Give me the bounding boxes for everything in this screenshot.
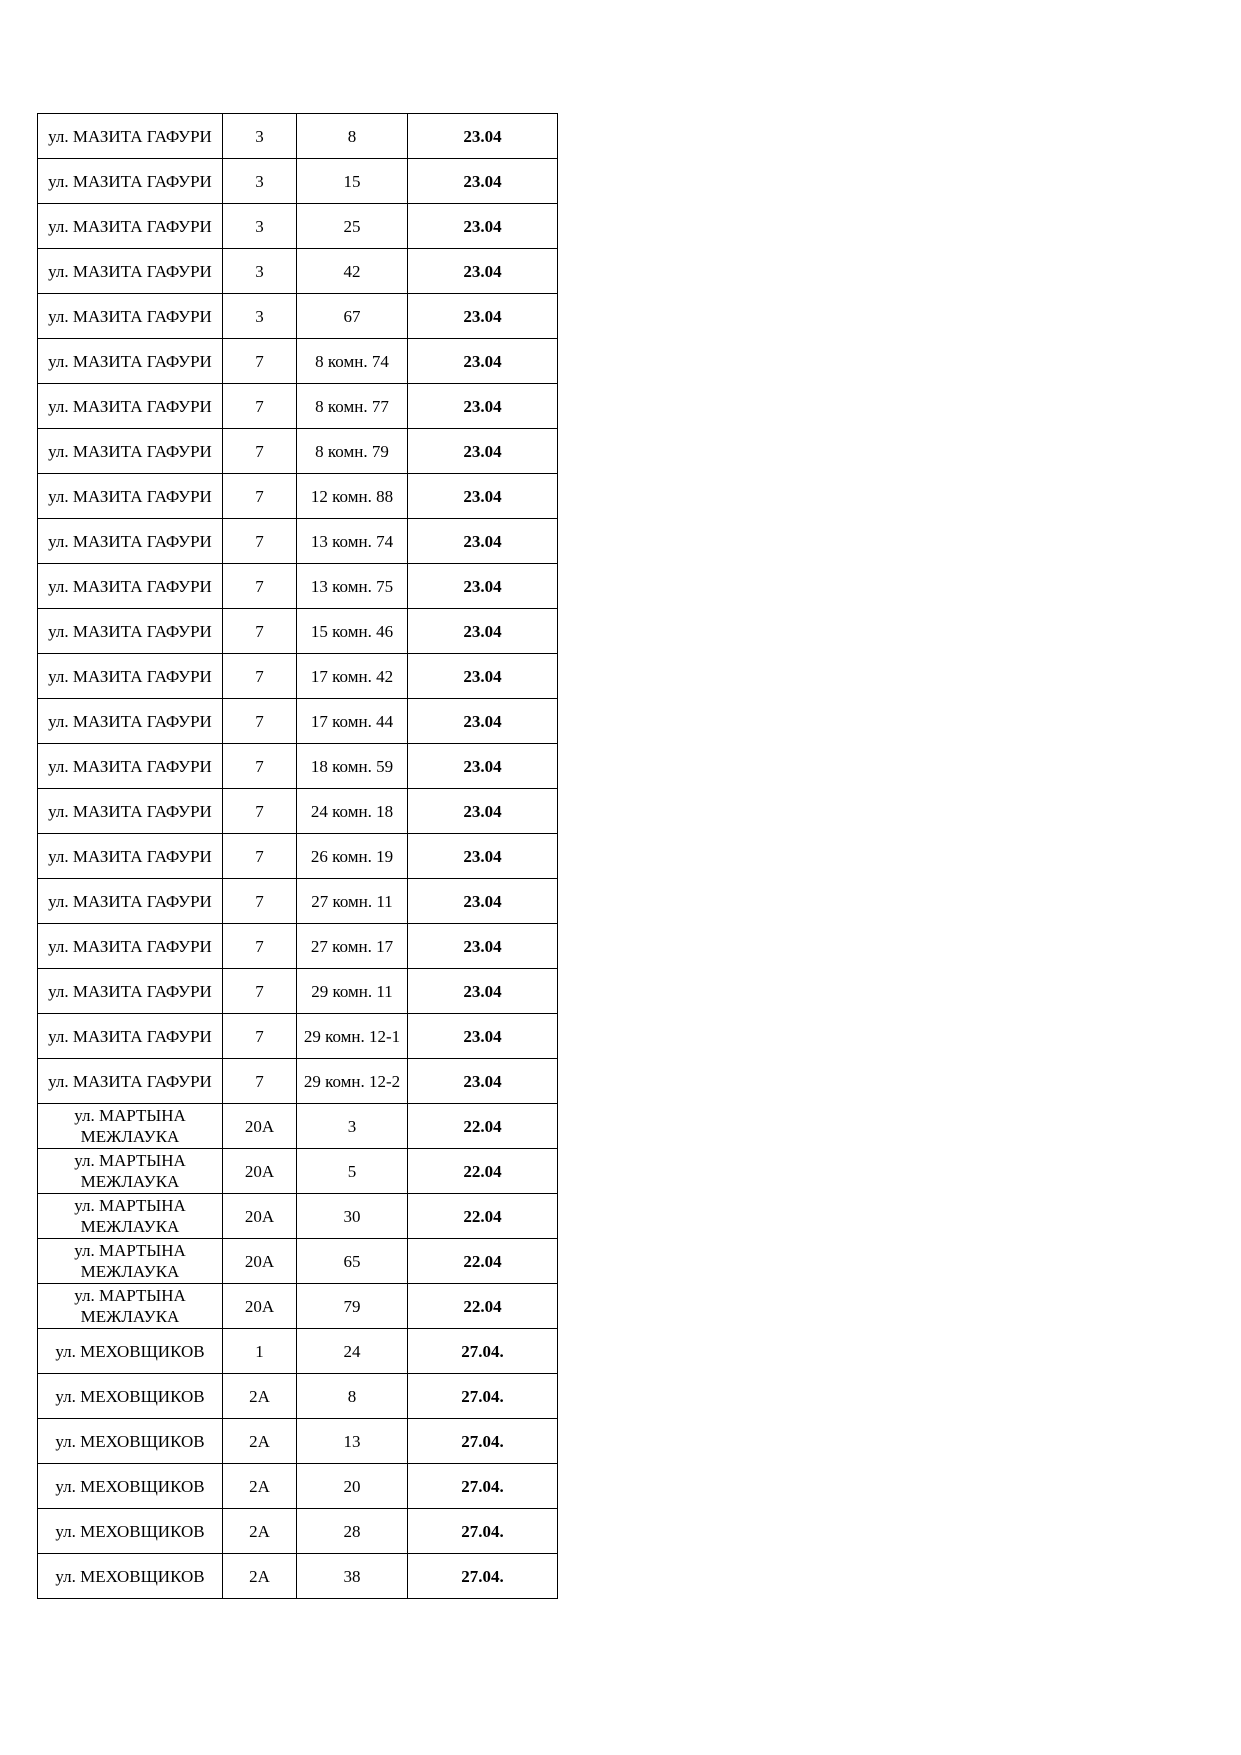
table-row — [38, 969, 558, 1014]
table-row — [38, 1104, 558, 1149]
house-number-cell: 7 — [223, 474, 297, 519]
street-cell: ул. МАРТЫНА МЕЖЛАУКА — [38, 1284, 223, 1329]
street-cell: ул. МЕХОВЩИКОВ — [38, 1464, 223, 1509]
house-number-cell: 20А — [223, 1239, 297, 1284]
table-row — [38, 564, 558, 609]
table-row — [38, 1194, 558, 1239]
apartment-cell: 12 комн. 88 — [297, 474, 408, 519]
street-cell: ул. МАЗИТА ГАФУРИ — [38, 609, 223, 654]
street-cell: ул. МАЗИТА ГАФУРИ — [38, 654, 223, 699]
date-cell: 23.04 — [408, 339, 558, 384]
apartment-cell: 8 комн. 77 — [297, 384, 408, 429]
date-cell: 23.04 — [408, 429, 558, 474]
street-cell: ул. МЕХОВЩИКОВ — [38, 1509, 223, 1554]
date-cell: 23.04 — [408, 519, 558, 564]
house-number-cell: 7 — [223, 429, 297, 474]
street-cell: ул. МАЗИТА ГАФУРИ — [38, 744, 223, 789]
apartment-cell: 8 — [297, 114, 408, 159]
apartment-cell: 13 — [297, 1419, 408, 1464]
house-number-cell: 20А — [223, 1194, 297, 1239]
street-cell: ул. МАЗИТА ГАФУРИ — [38, 204, 223, 249]
date-cell: 23.04 — [408, 924, 558, 969]
house-number-cell: 7 — [223, 789, 297, 834]
apartment-cell: 17 комн. 42 — [297, 654, 408, 699]
apartment-cell: 25 — [297, 204, 408, 249]
date-cell: 23.04 — [408, 384, 558, 429]
house-number-cell: 7 — [223, 924, 297, 969]
house-number-cell: 7 — [223, 609, 297, 654]
apartment-cell: 27 комн. 11 — [297, 879, 408, 924]
apartment-cell: 8 комн. 79 — [297, 429, 408, 474]
street-cell: ул. МАЗИТА ГАФУРИ — [38, 1014, 223, 1059]
apartment-cell: 13 комн. 74 — [297, 519, 408, 564]
house-number-cell: 7 — [223, 699, 297, 744]
date-cell: 27.04. — [408, 1554, 558, 1599]
house-number-cell: 2А — [223, 1374, 297, 1419]
date-cell: 22.04 — [408, 1149, 558, 1194]
street-cell: ул. МАЗИТА ГАФУРИ — [38, 384, 223, 429]
table-row — [38, 834, 558, 879]
street-cell: ул. МЕХОВЩИКОВ — [38, 1554, 223, 1599]
house-number-cell: 7 — [223, 1014, 297, 1059]
table-row — [38, 1329, 558, 1374]
apartment-cell: 24 — [297, 1329, 408, 1374]
table-row — [38, 879, 558, 924]
house-number-cell: 7 — [223, 519, 297, 564]
date-cell: 23.04 — [408, 564, 558, 609]
street-cell: ул. МАЗИТА ГАФУРИ — [38, 1059, 223, 1104]
street-cell: ул. МАРТЫНА МЕЖЛАУКА — [38, 1194, 223, 1239]
date-cell: 22.04 — [408, 1239, 558, 1284]
date-cell: 27.04. — [408, 1464, 558, 1509]
house-number-cell: 7 — [223, 879, 297, 924]
street-cell: ул. МАРТЫНА МЕЖЛАУКА — [38, 1149, 223, 1194]
date-cell: 23.04 — [408, 1014, 558, 1059]
street-cell: ул. МАЗИТА ГАФУРИ — [38, 114, 223, 159]
apartment-cell: 65 — [297, 1239, 408, 1284]
house-number-cell: 3 — [223, 294, 297, 339]
table-row — [38, 204, 558, 249]
date-cell: 23.04 — [408, 789, 558, 834]
street-cell: ул. МАЗИТА ГАФУРИ — [38, 834, 223, 879]
house-number-cell: 7 — [223, 564, 297, 609]
table-row — [38, 609, 558, 654]
street-cell: ул. МАЗИТА ГАФУРИ — [38, 519, 223, 564]
street-cell: ул. МАЗИТА ГАФУРИ — [38, 969, 223, 1014]
house-number-cell: 3 — [223, 249, 297, 294]
schedule-table-body — [38, 114, 558, 1599]
table-row — [38, 1239, 558, 1284]
apartment-cell: 38 — [297, 1554, 408, 1599]
table-row — [38, 789, 558, 834]
house-number-cell: 7 — [223, 1059, 297, 1104]
apartment-cell: 30 — [297, 1194, 408, 1239]
date-cell: 22.04 — [408, 1284, 558, 1329]
house-number-cell: 3 — [223, 114, 297, 159]
table-row — [38, 1149, 558, 1194]
house-number-cell: 7 — [223, 969, 297, 1014]
table-row — [38, 429, 558, 474]
date-cell: 23.04 — [408, 654, 558, 699]
street-cell: ул. МАЗИТА ГАФУРИ — [38, 879, 223, 924]
schedule-table — [37, 113, 558, 1599]
street-cell: ул. МАЗИТА ГАФУРИ — [38, 294, 223, 339]
apartment-cell: 28 — [297, 1509, 408, 1554]
apartment-cell: 24 комн. 18 — [297, 789, 408, 834]
apartment-cell: 29 комн. 11 — [297, 969, 408, 1014]
apartment-cell: 15 комн. 46 — [297, 609, 408, 654]
table-row — [38, 1374, 558, 1419]
table-row — [38, 1509, 558, 1554]
table-row — [38, 654, 558, 699]
house-number-cell: 7 — [223, 834, 297, 879]
table-row — [38, 699, 558, 744]
apartment-cell: 18 комн. 59 — [297, 744, 408, 789]
date-cell: 23.04 — [408, 744, 558, 789]
apartment-cell: 8 комн. 74 — [297, 339, 408, 384]
date-cell: 23.04 — [408, 204, 558, 249]
table-row — [38, 159, 558, 204]
apartment-cell: 13 комн. 75 — [297, 564, 408, 609]
street-cell: ул. МЕХОВЩИКОВ — [38, 1419, 223, 1464]
street-cell: ул. МАЗИТА ГАФУРИ — [38, 249, 223, 294]
table-row — [38, 339, 558, 384]
street-cell: ул. МАЗИТА ГАФУРИ — [38, 159, 223, 204]
table-row — [38, 1014, 558, 1059]
street-cell: ул. МАЗИТА ГАФУРИ — [38, 564, 223, 609]
apartment-cell: 29 комн. 12-2 — [297, 1059, 408, 1104]
apartment-cell: 27 комн. 17 — [297, 924, 408, 969]
apartment-cell: 26 комн. 19 — [297, 834, 408, 879]
apartment-cell: 20 — [297, 1464, 408, 1509]
date-cell: 23.04 — [408, 609, 558, 654]
apartment-cell: 67 — [297, 294, 408, 339]
street-cell: ул. МАЗИТА ГАФУРИ — [38, 789, 223, 834]
street-cell: ул. МАЗИТА ГАФУРИ — [38, 699, 223, 744]
house-number-cell: 7 — [223, 744, 297, 789]
table-row — [38, 294, 558, 339]
date-cell: 22.04 — [408, 1104, 558, 1149]
date-cell: 23.04 — [408, 699, 558, 744]
house-number-cell: 7 — [223, 654, 297, 699]
table-row — [38, 474, 558, 519]
apartment-cell: 5 — [297, 1149, 408, 1194]
date-cell: 22.04 — [408, 1194, 558, 1239]
house-number-cell: 2А — [223, 1419, 297, 1464]
table-row — [38, 1284, 558, 1329]
date-cell: 23.04 — [408, 294, 558, 339]
table-row — [38, 249, 558, 294]
street-cell: ул. МАЗИТА ГАФУРИ — [38, 429, 223, 474]
date-cell: 23.04 — [408, 159, 558, 204]
street-cell: ул. МЕХОВЩИКОВ — [38, 1329, 223, 1374]
house-number-cell: 20А — [223, 1104, 297, 1149]
house-number-cell: 2А — [223, 1464, 297, 1509]
apartment-cell: 3 — [297, 1104, 408, 1149]
street-cell: ул. МАЗИТА ГАФУРИ — [38, 474, 223, 519]
house-number-cell: 7 — [223, 384, 297, 429]
apartment-cell: 79 — [297, 1284, 408, 1329]
table-row — [38, 519, 558, 564]
house-number-cell: 2А — [223, 1554, 297, 1599]
date-cell: 23.04 — [408, 474, 558, 519]
table-row — [38, 924, 558, 969]
house-number-cell: 3 — [223, 159, 297, 204]
house-number-cell: 20А — [223, 1149, 297, 1194]
table-row — [38, 1554, 558, 1599]
apartment-cell: 8 — [297, 1374, 408, 1419]
date-cell: 23.04 — [408, 114, 558, 159]
street-cell: ул. МАЗИТА ГАФУРИ — [38, 924, 223, 969]
apartment-cell: 15 — [297, 159, 408, 204]
table-row — [38, 1464, 558, 1509]
table-row — [38, 1419, 558, 1464]
date-cell: 27.04. — [408, 1329, 558, 1374]
house-number-cell: 7 — [223, 339, 297, 384]
date-cell: 23.04 — [408, 834, 558, 879]
house-number-cell: 1 — [223, 1329, 297, 1374]
street-cell: ул. МЕХОВЩИКОВ — [38, 1374, 223, 1419]
house-number-cell: 3 — [223, 204, 297, 249]
street-cell: ул. МАРТЫНА МЕЖЛАУКА — [38, 1104, 223, 1149]
table-row — [38, 744, 558, 789]
table-row — [38, 1059, 558, 1104]
date-cell: 27.04. — [408, 1509, 558, 1554]
apartment-cell: 17 комн. 44 — [297, 699, 408, 744]
date-cell: 23.04 — [408, 249, 558, 294]
table-row — [38, 114, 558, 159]
table-row — [38, 384, 558, 429]
date-cell: 23.04 — [408, 969, 558, 1014]
street-cell: ул. МАРТЫНА МЕЖЛАУКА — [38, 1239, 223, 1284]
date-cell: 23.04 — [408, 1059, 558, 1104]
house-number-cell: 20А — [223, 1284, 297, 1329]
date-cell: 27.04. — [408, 1374, 558, 1419]
apartment-cell: 42 — [297, 249, 408, 294]
date-cell: 23.04 — [408, 879, 558, 924]
date-cell: 27.04. — [408, 1419, 558, 1464]
street-cell: ул. МАЗИТА ГАФУРИ — [38, 339, 223, 384]
house-number-cell: 2А — [223, 1509, 297, 1554]
apartment-cell: 29 комн. 12-1 — [297, 1014, 408, 1059]
